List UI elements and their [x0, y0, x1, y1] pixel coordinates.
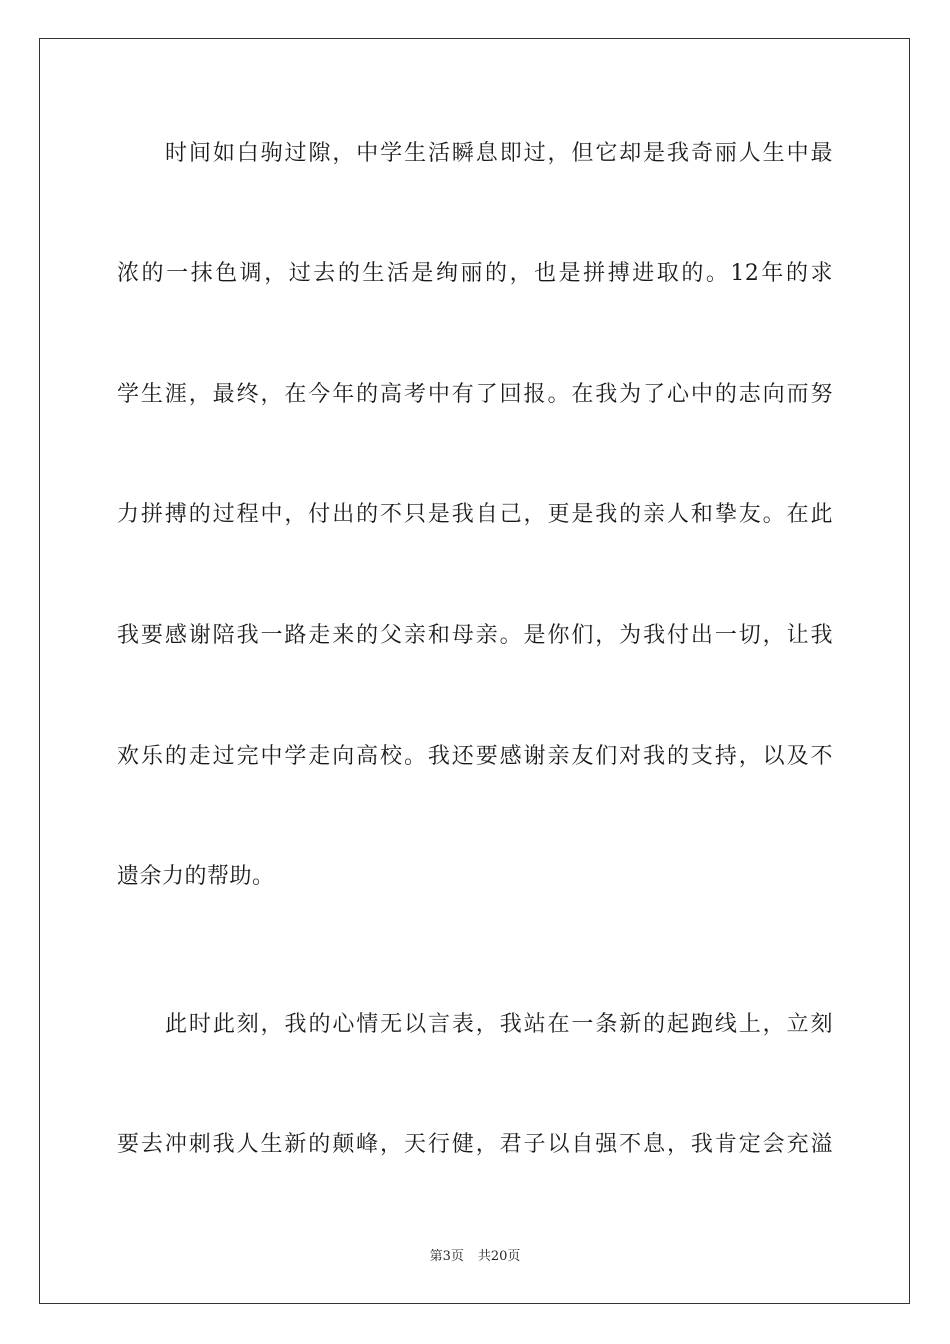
page-total: 共20页	[477, 1249, 521, 1264]
paragraph-1-line-1: 时间如白驹过隙，中学生活瞬息即过，但它却是我奇丽人生中最	[165, 141, 833, 166]
paragraph-1-line-7: 遗余力的帮助。	[117, 864, 275, 889]
page-footer	[0, 1248, 950, 1266]
page-number: 第3页	[429, 1249, 464, 1264]
paragraph-1-line-3: 学生涯，最终，在今年的高考中有了回报。在我为了心中的志向而努	[117, 382, 833, 407]
page-border	[39, 38, 910, 1304]
paragraph-1-line-6: 欢乐的走过完中学走向高校。我还要感谢亲友们对我的支持，以及不	[117, 744, 833, 769]
paragraph-1-line-5: 我要感谢陪我一路走来的父亲和母亲。是你们，为我付出一切，让我	[117, 623, 833, 648]
paragraph-2-line-2: 要去冲刺我人生新的颠峰，天行健，君子以自强不息，我肯定会充溢	[117, 1132, 833, 1157]
paragraph-1-line-4: 力拼搏的过程中，付出的不只是我自己，更是我的亲人和挚友。在此	[117, 502, 833, 527]
paragraph-1-line-2: 浓的一抹色调，过去的生活是绚丽的，也是拼搏进取的。12年的求	[117, 261, 833, 286]
paragraph-2-line-1: 此时此刻，我的心情无以言表，我站在一条新的起跑线上，立刻	[165, 1012, 833, 1037]
